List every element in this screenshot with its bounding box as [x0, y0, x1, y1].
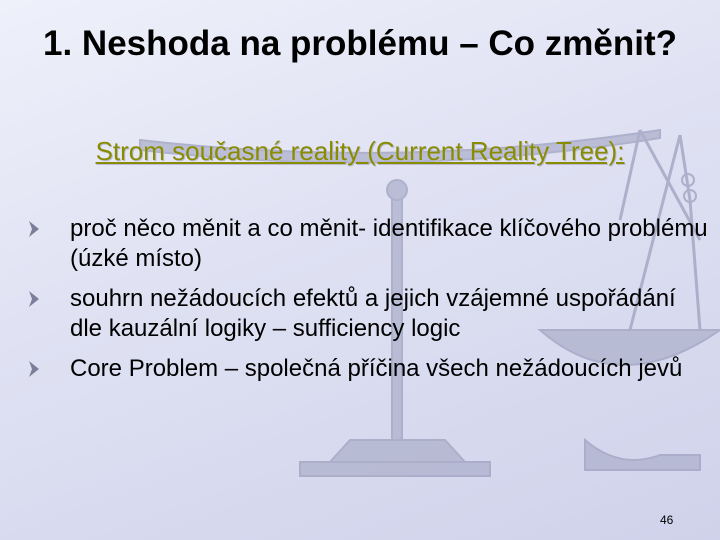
slide-subtitle: Strom současné reality (Current Reality Tree): [95, 136, 625, 166]
list-item [28, 214, 708, 274]
arrowhead-bullet-icon [28, 219, 40, 239]
arrowhead-bullet-icon [28, 359, 40, 379]
page-number: 46 [660, 513, 674, 527]
bullet-list [28, 214, 708, 394]
list-item [28, 284, 708, 344]
bullet-text: Core Problem – společná příčina všech nežádoucích jevů [70, 355, 683, 382]
bullet-text: souhrn nežádoucích efektů a jejich vzájemné uspořádání dle kauzální logiky – sufficiency logic [70, 285, 676, 342]
arrowhead-bullet-icon [28, 289, 40, 309]
list-item [28, 354, 708, 384]
slide-title: 1. Neshoda na problému – Co změnit? [43, 24, 677, 63]
bullet-text: proč něco měnit a co měnit- identifikace klíčového problému (úzké místo) [70, 215, 708, 272]
